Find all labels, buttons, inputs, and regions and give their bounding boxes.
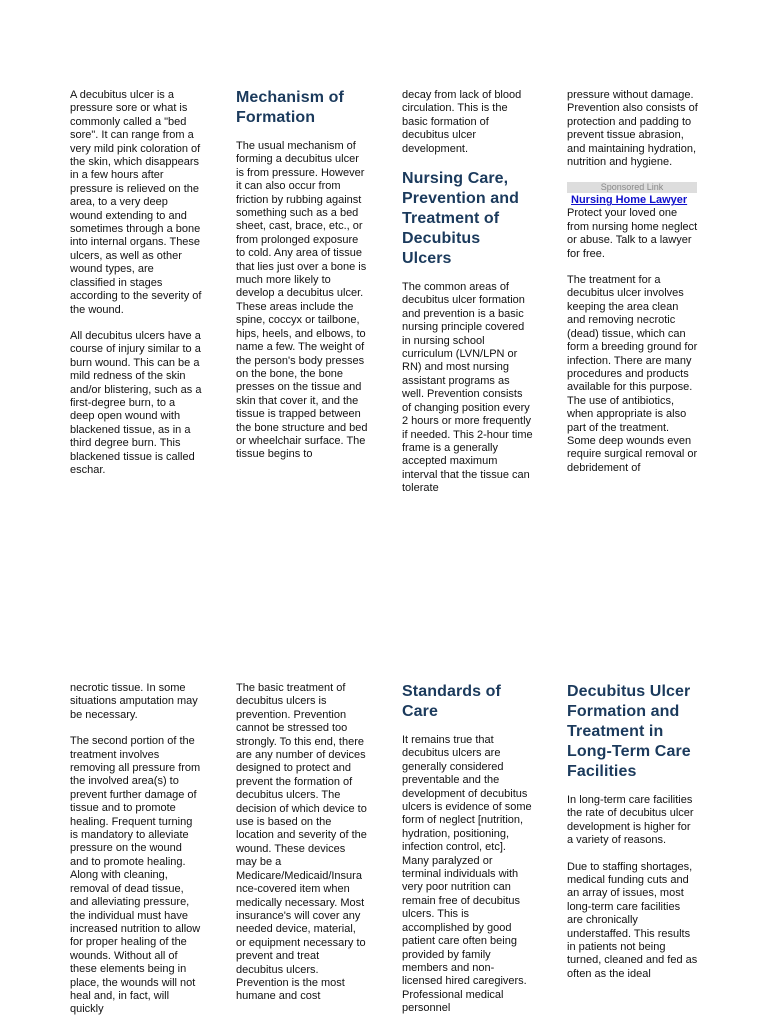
column-3: [402, 89, 534, 509]
paragraph: Due to staffing shortages, medical funding cuts and an array of issues, most long-term care facilities are chronically understaffed. This results in patients not being turned, cleaned and fed as often as the ideal: [567, 860, 698, 980]
paragraph: All decubitus ulcers have a course of injury similar to a burn wound. This can be a mild redness of the skin and/or blistering, such as a first-degree burn, to a deep open wound with blackened tissue, as in a third degree burn. This blackened tissue is called eschar.: [70, 329, 202, 476]
section-heading: Standards of Care: [402, 683, 501, 720]
column-2: [236, 682, 368, 1017]
column-4: [567, 682, 699, 994]
column-2: [236, 88, 368, 475]
paragraph: It remains true that decubitus ulcers are generally considered preventable and the development of decubitus ulcers is evidence of some form of neglect [nutrition, hydration, positioning, infection control, etc]. Many paralyzed or terminal individuals with very poor nutrition can remain free of decubitus ulcers. This is accomplished by good patient care often being provided by family members and non-licensed hired caregivers. Professional medical personnel: [402, 734, 532, 1015]
paragraph: The basic treatment of decubitus ulcers is prevention. Prevention cannot be stressed too strongly. To this end, there are any number of devices designed to protect and prevent the formation of decubitus ulcers. The decision of which device to use is based on the location and severity of the wound. These devices may be a Medicare/Medicaid/Insurance-covered item when medically necessary. Most insurance's will cover any needed device, material, or equipment necessary to prevent and treat decubitus ulcers. Prevention is the most humane and cost: [236, 682, 367, 1003]
column-4: [567, 89, 699, 488]
paragraph: necrotic tissue. In some situations amputation may be necessary.: [70, 682, 198, 721]
sponsored-link[interactable]: Nursing Home Lawyer: [571, 194, 688, 207]
section-heading: Mechanism of Formation: [236, 89, 344, 126]
paragraph: The common areas of decubitus ulcer formation and prevention is a basic nursing principle covered in nursing school curriculum (LVN/LPN or RN) and most nursing assistant programs as well. Prevention consists of changing position every 2 hours or more frequently if needed. This 2-hour time frame is a generally accepted maximum interval that the tissue can tolerate: [402, 281, 533, 495]
paragraph: The usual mechanism of forming a decubitus ulcer is from pressure. However it can also occur from friction by rubbing against something such as a bed sheet, cast, brace, etc., or from prolonged exposure to cold. Any area of tissue that lies just over a bone is much more likely to develop a decubitus ulcer. These areas include the spine, coccyx or tailbone, hips, heels, and elbows, to name a few. The weight of the person's body presses on the bone, the bone presses on the tissue and skin that cover it, and the tissue is trapped between the bone structure and bed or wheelchair surface. The tissue begins to: [236, 140, 368, 461]
section-heading: Decubitus Ulcer Formation and Treatment in Long-Term Care Facilities: [567, 683, 691, 780]
paragraph: decay from lack of blood circulation. This is the basic formation of decubitus ulcer development.: [402, 89, 522, 155]
column-1: [70, 682, 202, 1030]
sponsored-label: Sponsored Link: [567, 182, 697, 193]
paragraph: pressure without damage. Prevention also consists of protection and padding to prevent tissue abrasion, and maintaining hydration, nutrition and hygiene.: [567, 89, 698, 169]
column-3: [402, 682, 534, 1029]
paragraph: The second portion of the treatment involves removing all pressure from the involved area(s) to prevent further damage of tissue and to promote healing. Frequent turning is mandatory to alleviate pressure on the wound and to promote healing. Along with cleaning, removal of dead tissue, and alleviating pressure, the individual must have increased nutrition to allow for proper healing of the wounds. Without all of these elements being in place, the wounds will not heal and, in fact, will quickly: [70, 735, 201, 1016]
sponsored-text: Protect your loved one from nursing home neglect or abuse. Talk to a lawyer for free.: [567, 207, 698, 260]
section-heading: Nursing Care, Prevention and Treatment of Decubitus Ulcers: [402, 170, 519, 268]
paragraph: A decubitus ulcer is a pressure sore or what is commonly called a "bed sore". It can range from a very mild pink coloration of the skin, which disappears in a few hours after pressure is relieved on the area, to a very deep wound extending to and sometimes through a bone into internal organs. These ulcers, as well as other wound types, are classified in stages according to the severity of the wound.: [70, 89, 202, 316]
sponsored-ad: [567, 182, 699, 261]
paragraph: In long-term care facilities the rate of decubitus ulcer development is higher for a variety of reasons.: [567, 794, 694, 847]
paragraph: The treatment for a decubitus ulcer involves keeping the area clean and removing necrotic (dead) tissue, which can form a breeding ground for infection. There are many procedures and products available for this purpose. The use of antibiotics, when appropriate is also part of the treatment. Some deep wounds even require surgical removal or debridement of: [567, 274, 698, 474]
column-1: [70, 89, 202, 490]
